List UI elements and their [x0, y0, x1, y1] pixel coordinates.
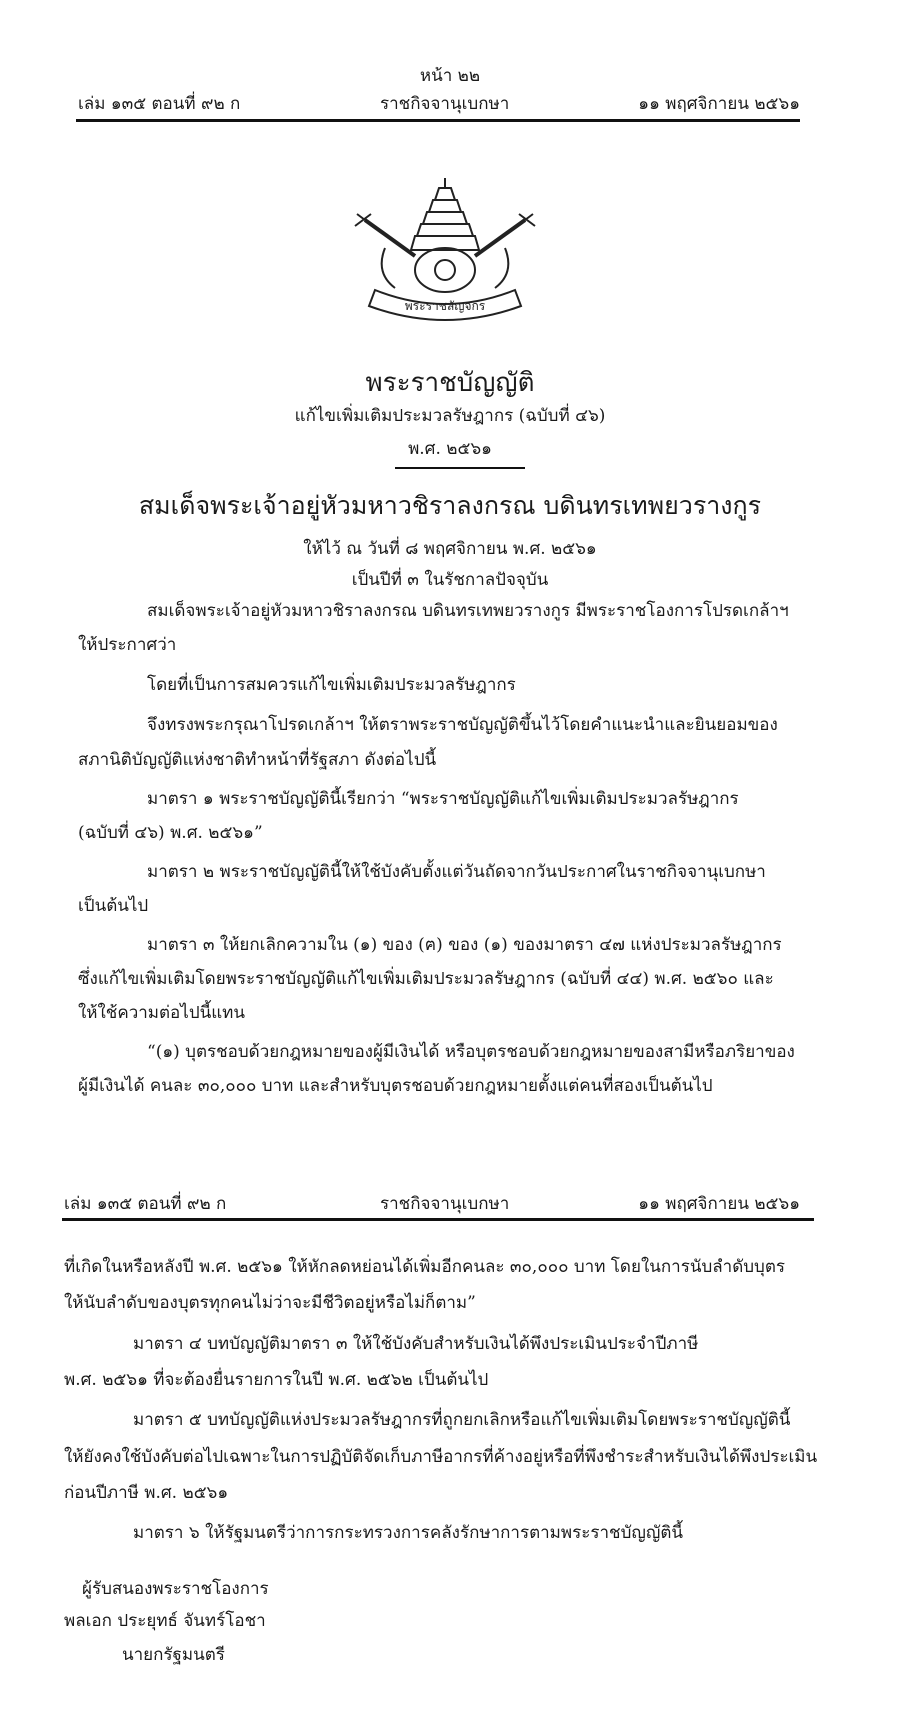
- page2-header-rule: [62, 1218, 814, 1221]
- king-name: สมเด็จพระเจ้าอยู่หัวมหาวชิราลงกรณ บดินทรเทพยวรางกูร: [138, 491, 762, 520]
- countersign-label: ผู้รับสนองพระราชโองการ: [82, 1579, 269, 1599]
- body-line: มาตรา ๕ บทบัญญัติแห่งประมวลรัษฎากรที่ถูกยกเลิกหรือแก้ไขเพิ่มเติมโดยพระราชบัญญัตินี้: [133, 1410, 791, 1430]
- body-line: ให้ใช้ความต่อไปนี้แทน: [78, 1003, 246, 1023]
- body-line: เป็นต้นไป: [78, 896, 149, 916]
- signatory-name: พลเอก ประยุทธ์ จันทร์โอชา: [64, 1611, 266, 1631]
- royal-emblem-icon: [345, 178, 545, 328]
- act-subtitle: แก้ไขเพิ่มเติมประมวลรัษฎากร (ฉบับที่ ๔๖): [294, 406, 606, 426]
- title-divider: [395, 467, 525, 469]
- header-gazette: ราชกิจจานุเบกษา: [380, 94, 510, 114]
- header-gazette: ราชกิจจานุเบกษา: [380, 1194, 510, 1214]
- header-volume: เล่ม ๑๓๕ ตอนที่ ๙๒ ก: [78, 94, 241, 114]
- body-line: ก่อนปีภาษี พ.ศ. ๒๕๖๑: [64, 1483, 229, 1503]
- body-line: มาตรา ๔ บทบัญญัติมาตรา ๓ ให้ใช้บังคับสำหรับเงินได้พึงประเมินประจำปีภาษี: [133, 1334, 699, 1354]
- body-line: พ.ศ. ๒๕๖๑ ที่จะต้องยื่นรายการในปี พ.ศ. ๒๕๖๒ เป็นต้นไป: [64, 1370, 489, 1390]
- page1-header-rule: [76, 119, 800, 122]
- body-line: สมเด็จพระเจ้าอยู่หัวมหาวชิราลงกรณ บดินทรเทพยวรางกูร มีพระราชโองการโปรดเกล้าฯ: [147, 601, 789, 621]
- body-line: ให้นับลำดับของบุตรทุกคนไม่ว่าจะมีชีวิตอยู่หรือไม่ก็ตาม”: [64, 1293, 476, 1313]
- header-volume: เล่ม ๑๓๕ ตอนที่ ๙๒ ก: [64, 1194, 227, 1214]
- act-title: พระราชบัญญัติ: [365, 368, 535, 398]
- body-line: จึงทรงพระกรุณาโปรดเกล้าฯ ให้ตราพระราชบัญญัติขึ้นไว้โดยคำแนะนำและยินยอมของ: [147, 715, 778, 735]
- body-line: มาตรา ๒ พระราชบัญญัตินี้ให้ใช้บังคับตั้งแต่วันถัดจากวันประกาศในราชกิจจานุเบกษา: [147, 862, 766, 882]
- emblem-ribbon-text: พระราชลัญจกร: [404, 299, 486, 313]
- body-line: “(๑) บุตรชอบด้วยกฎหมายของผู้มีเงินได้ หรือบุตรชอบด้วยกฎหมายของสามีหรือภริยาของ: [147, 1042, 795, 1062]
- body-line: ผู้มีเงินได้ คนละ ๓๐,๐๐๐ บาท และสำหรับบุตรชอบด้วยกฎหมายตั้งแต่คนที่สองเป็นต้นไป: [78, 1076, 713, 1096]
- page-number: หน้า ๒๒: [419, 66, 481, 86]
- given-date: ให้ไว้ ณ วันที่ ๘ พฤศจิกายน พ.ศ. ๒๕๖๑: [303, 539, 597, 559]
- body-line: ซึ่งแก้ไขเพิ่มเติมโดยพระราชบัญญัติแก้ไขเพิ่มเติมประมวลรัษฎากร (ฉบับที่ ๔๔) พ.ศ. ๒๕๖๐ และ: [78, 969, 774, 989]
- body-line: โดยที่เป็นการสมควรแก้ไขเพิ่มเติมประมวลรัษฎากร: [147, 675, 516, 695]
- body-line: ที่เกิดในหรือหลังปี พ.ศ. ๒๕๖๑ ให้หักลดหย่อนได้เพิ่มอีกคนละ ๓๐,๐๐๐ บาท โดยในการนับลำดับบุตร: [64, 1257, 785, 1277]
- body-line: ให้ยังคงใช้บังคับต่อไปเฉพาะในการปฏิบัติจัดเก็บภาษีอากรที่ค้างอยู่หรือที่พึงชำระสำหรับเงินได้พึงประเมิน: [64, 1447, 818, 1467]
- header-date: ๑๑ พฤศจิกายน ๒๕๖๑: [638, 94, 800, 114]
- body-line: มาตรา ๑ พระราชบัญญัตินี้เรียกว่า “พระราชบัญญัติแก้ไขเพิ่มเติมประมวลรัษฎากร: [147, 789, 739, 809]
- header-date: ๑๑ พฤศจิกายน ๒๕๖๑: [638, 1194, 800, 1214]
- body-line: มาตรา ๓ ให้ยกเลิกความใน (๑) ของ (ฅ) ของ (๑) ของมาตรา ๔๗ แห่งประมวลรัษฎากร: [147, 935, 782, 955]
- body-line: มาตรา ๖ ให้รัฐมนตรีว่าการกระทรวงการคลังรักษาการตามพระราชบัญญัตินี้: [133, 1523, 683, 1543]
- signatory-position: นายกรัฐมนตรี: [122, 1645, 225, 1665]
- act-year: พ.ศ. ๒๕๖๑: [408, 439, 492, 459]
- body-line: สภานิติบัญญัติแห่งชาติทำหน้าที่รัฐสภา ดังต่อไปนี้: [78, 750, 437, 770]
- body-line: ให้ประกาศว่า: [78, 635, 177, 655]
- reign-year: เป็นปีที่ ๓ ในรัชกาลปัจจุบัน: [351, 570, 549, 590]
- body-line: (ฉบับที่ ๔๖) พ.ศ. ๒๕๖๑”: [78, 823, 263, 843]
